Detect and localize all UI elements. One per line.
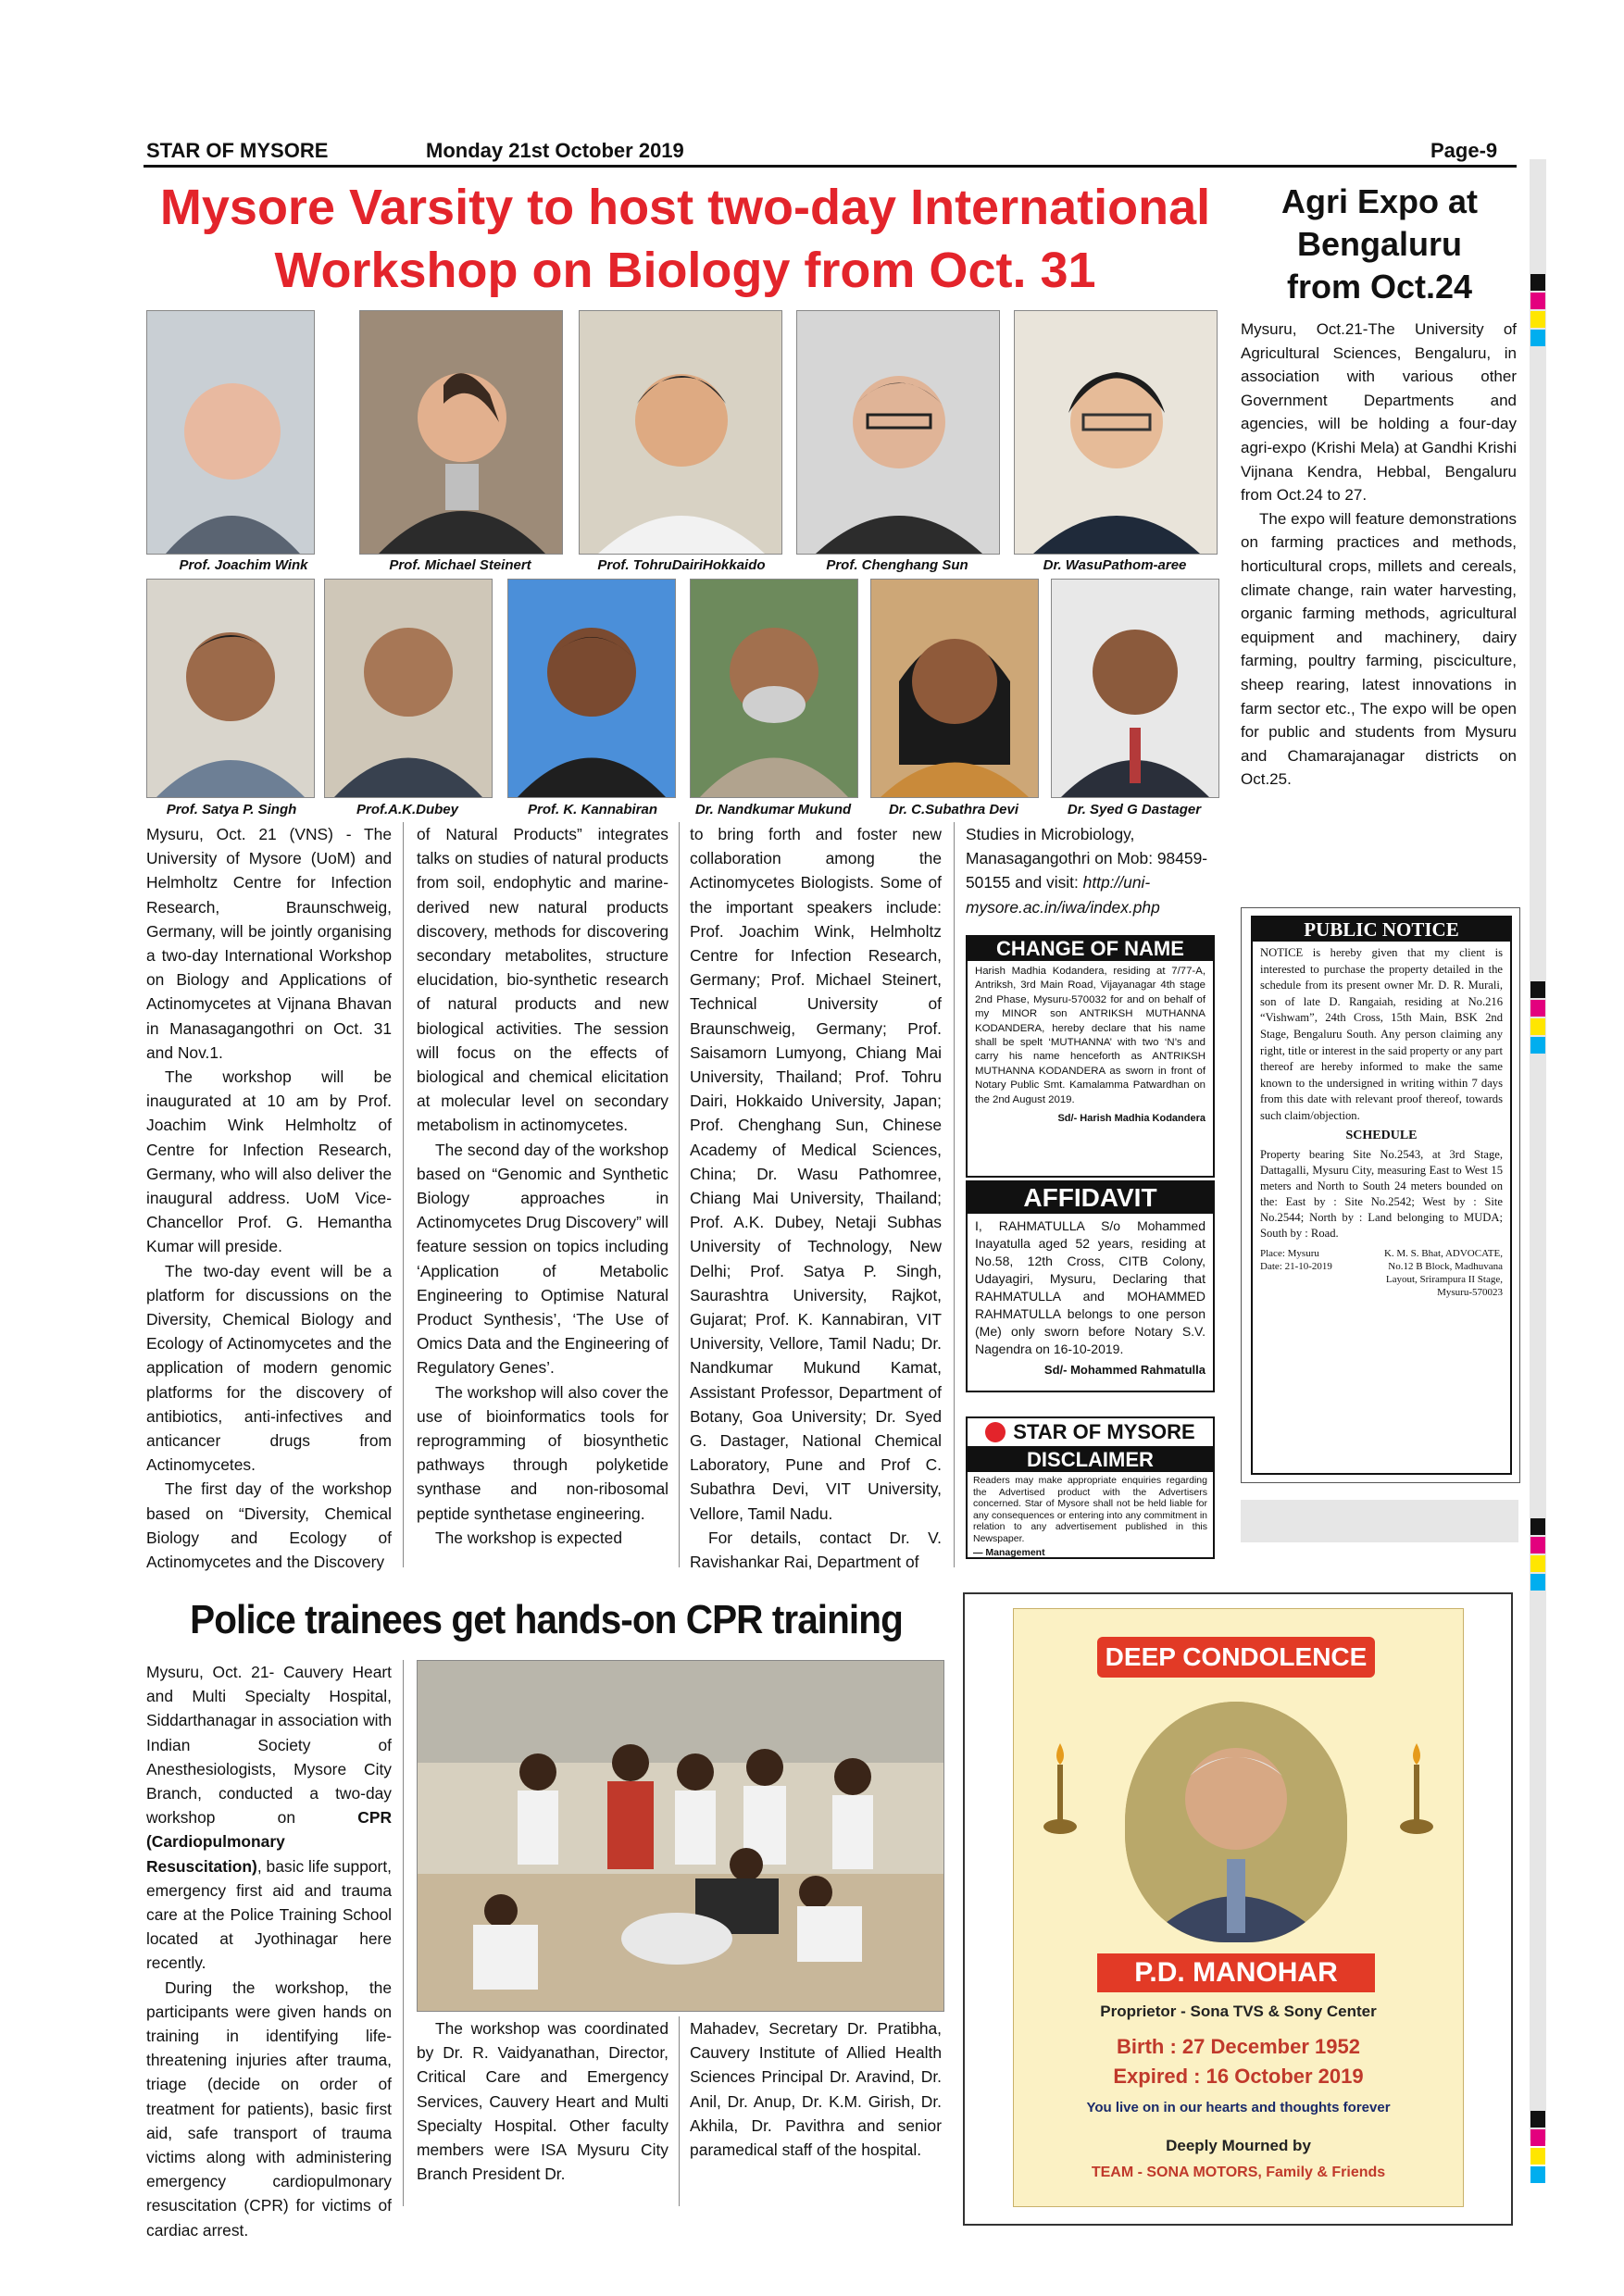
affidavit-text: I, RAHMATULLA S/o Mohammed Inayatulla aged 52 years, residing at No.58, 12th Cross, CITB Colony, Udayagiri, Mysuru, Declaring that RAHMATULLA and MOHAMMED RAHMATULLA belongs to one person (Me) only sworn before Notary S.V. Nagendra on 16-10-2019.: [975, 1218, 1206, 1356]
change-of-name-notice: [966, 935, 1215, 1178]
reg-mark-magenta: [1530, 1000, 1545, 1017]
column-divider: [403, 822, 404, 1567]
memorial-portrait: [1125, 1702, 1347, 1942]
paragraph: For details, contact Dr. V. Ravishankar Rai, Department of: [690, 1528, 942, 1572]
paragraph: Mahadev, Secretary Dr. Pratibha, Cauvery Institute of Allied Health Sciences Principal Dr. Aravind, Dr. Anil, Dr. Anup, Dr. K.M. Girish, Dr. Akhila, Dr. Pavithra and senior paramedical staff of the hospital.: [690, 2019, 942, 2160]
condolence-memory: You live on in our hearts and thoughts forever: [1086, 2100, 1391, 2115]
main-story-column-2: [417, 822, 668, 1550]
caption-wasu-pathom-aree: Dr. WasuPathom-aree: [1043, 557, 1187, 573]
column-divider: [679, 822, 680, 1567]
reg-mark-black: [1530, 2111, 1545, 2128]
police-column-1: [146, 1660, 392, 2242]
lamp-icon: [1042, 1739, 1079, 1841]
caption-ak-dubey: Prof.A.K.Dubey: [356, 802, 458, 817]
agri-expo-story: [1241, 318, 1517, 792]
place-date: [1260, 1247, 1332, 1299]
portrait-nandkumar-mukund: [690, 579, 858, 798]
paragraph: The workshop was coordinated by Dr. R. Vaidyanathan, Director, Critical Care and Emergency Services, Cauvery Heart and Multi Specialty Hospital. Other faculty members were ISA Mysuru City Branch President Dr.: [417, 2019, 668, 2184]
caption-nandkumar-mukund: Dr. Nandkumar Mukund: [694, 802, 852, 817]
disclaimer-box: [966, 1416, 1215, 1559]
paragraph: Studies in Microbiology, Manasagangothri on Mob: 98459-50155 and visit:: [966, 825, 1208, 892]
registration-strip: [1530, 159, 1546, 2140]
condolence-panel: [1013, 1608, 1464, 2207]
place: Place: Mysuru: [1260, 1247, 1319, 1259]
reg-mark-magenta: [1530, 293, 1545, 309]
caption-k-kannabiran: Prof. K. Kannabiran: [527, 802, 658, 817]
change-of-name-title: CHANGE OF NAME: [968, 937, 1213, 961]
main-story-column-1: [146, 822, 392, 1574]
reg-mark-black: [1530, 1518, 1545, 1535]
schedule-text: Property bearing Site No.2543, at 3rd Stage, Dattagalli, Mysuru City, measuring East to West 15 meters and North to South 24 meters bounded on the: East by : Site No.2542; West by : Site No.2544; North by : Land belonging to MUDA; South by : Road.: [1260, 1147, 1503, 1240]
date: Date: 21-10-2019: [1260, 1260, 1332, 1272]
caption-tohru-dairi: Prof. TohruDairiHokkaido: [597, 557, 766, 573]
portrait-syed-dastager: [1051, 579, 1219, 798]
public-notice-text: NOTICE is hereby given that my client is interested to purchase the property detailed in the schedule from its present owner Mr. D. R. Murali, son of late D. Rangaiah, residing at No.216 “Vishwam”, 24th Cross, 15th Main, BSK 2nd Stage, Bengaluru South. Any person claiming any right, title or interest in the said property or any part thereof are hereby informed to make the same known to the undersigned in writing within 7 days from this date with relevant proof thereof, towards such claim/objection.: [1260, 946, 1503, 1122]
page-number: Page-9: [1430, 139, 1498, 162]
text: Mysuru, Oct. 21- Cauvery Heart and Multi Specialty Hospital, Siddarthanagar in association with Indian Society of Anesthesiologists, Mysore City Branch, conducted a two-day workshop on: [146, 1663, 392, 1828]
workshop-link[interactable]: http://uni-mysore.ac.in/iwa/index.php: [966, 873, 1160, 917]
condolence-title: DEEP CONDOLENCE: [1097, 1637, 1375, 1678]
schedule-title: SCHEDULE: [1345, 1128, 1418, 1142]
paragraph: The workshop is expected: [435, 1528, 623, 1547]
paragraph: [146, 1660, 392, 1976]
agri-headline: [1241, 181, 1518, 308]
reg-mark-yellow: [1530, 2148, 1545, 2165]
portrait-wasu-pathom-aree: [1014, 310, 1218, 555]
reg-mark-cyan: [1530, 1574, 1545, 1591]
public-notice: [1251, 916, 1512, 1475]
reg-mark-yellow: [1530, 1555, 1545, 1572]
affidavit-title: AFFIDAVIT: [968, 1182, 1213, 1214]
text: , basic life support, emergency first aid and trauma care at the Police Training School located at Jyothinagar here recently.: [146, 1856, 392, 1973]
condolence-name: P.D. MANOHAR: [1097, 1953, 1375, 1992]
public-notice-title: PUBLIC NOTICE: [1253, 917, 1510, 942]
disclaimer-brand-bar: [968, 1418, 1213, 1448]
affidavit-signature: Sd/- Mohammed Rahmatulla: [1043, 1363, 1206, 1377]
condolence-expired: Expired : 16 October 2019: [1113, 2065, 1364, 2088]
condolence-ad: [963, 1592, 1513, 2226]
reg-mark-cyan: [1530, 1037, 1545, 1054]
portrait-ak-dubey: [324, 579, 493, 798]
reg-mark-yellow: [1530, 1018, 1545, 1035]
caption-satya-singh: Prof. Satya P. Singh: [166, 802, 297, 817]
police-headline: Police trainees get hands-on CPR training: [190, 1597, 903, 1642]
reg-mark-magenta: [1530, 1537, 1545, 1554]
paragraph: The second day of the workshop based on “Genomic and Synthetic Biology approaches in Actinomycetes Drug Discovery” will feature session on topics including ‘Application of Metabolic Engineering to Optimise Natural Product Synthesis’, ‘The Use of Omics Data and the Engineering of Regulatory Genes’.: [417, 1140, 668, 1378]
public-notice-footer: [1253, 1245, 1510, 1301]
caption-michael-steinert: Prof. Michael Steinert: [389, 557, 531, 573]
logo-icon: [985, 1422, 1006, 1442]
disclaimer-text: Readers may make appropriate enquiries regarding the Advertised product with the Advertisers concerned. Star of Mysore shall not be held liable for any consequences or entering into any commitment in relation to any advertisement published in this Newspaper.: [973, 1475, 1207, 1544]
caption-subathra-devi: Dr. C.Subathra Devi: [888, 802, 1019, 817]
paragraph: to bring forth and foster new collaboration among the Actinomycetes Biologists. Some of the important speakers include: Prof. Joachim Wink, Helmholtz Centre for Infection Research, Germany; Prof. Michael Steinert, Technical University of Braunschweig, Germany; Prof. Saisamorn Lumyong, Chiang Mai University, Thailand; Prof. Tohru Dairi, Hokkaido University, Japan; Prof. Chenghang Sun, Chinese Academy of Medical Sciences, China; Dr. Wasu Pathomree, Chiang Mai University, Thailand; Prof. A.K. Dubey, Netaji Subhas University of Technology, New Delhi; Prof. Satya P. Singh, Saurashtra University, Rajkot, Gujarat; Prof. K. Kannabiran, VIT University, Vellore, Tamil Nadu; Dr. Nandkumar Mukund Kamat, Assistant Professor, Department of Botany, Goa University; Dr. Syed G. Dastager, National Chemical Laboratory, Pune and Prof C. Subathra Devi, VIT University, Vellore, Tamil Nadu.: [690, 825, 942, 1523]
cpr-training-photo: [417, 1660, 944, 2012]
paper-name: STAR OF MYSORE: [146, 139, 329, 162]
advocate: K. M. S. Bhat, ADVOCATE, No.12 B Block, Madhuvana Layout, Srirampura II Stage, Mysuru-570023: [1383, 1247, 1503, 1298]
disclaimer-signature: — Management: [973, 1547, 1045, 1558]
condolence-birth: Birth : 27 December 1952: [1117, 2035, 1360, 2058]
reg-mark-yellow: [1530, 311, 1545, 328]
paragraph: The workshop will be inaugurated at 10 am by Prof. Joachim Wink Helmholtz of Centre for Infection Research, Germany, who will also deliver the inaugural address. UoM Vice-Chancellor Prof. G. Hemantha Kumar will preside.: [146, 1067, 392, 1256]
reg-mark-black: [1530, 981, 1545, 998]
reg-mark-magenta: [1530, 2129, 1545, 2146]
portrait-satya-singh: [146, 579, 315, 798]
change-of-name-signature: Sd/- Harish Madhia Kodandera: [1057, 1113, 1206, 1125]
paragraph: Mysuru, Oct. 21 (VNS) - The University of Mysore (UoM) and Helmholtz Centre for Infection Research, Braunschweig, Germany, will be jointly organising a two-day International Workshop on Biology and Applications of Actinomycetes at Vijnana Bhavan in Manasagangothri on Oct. 31 and Nov.1.: [146, 825, 392, 1062]
paragraph: The workshop will also cover the use of bioinformatics tools for reprogramming of biosynthetic pathways through polyketide synthase and non-ribosomal peptide synthetase engineering.: [417, 1382, 668, 1523]
police-column-3: [690, 2016, 942, 2162]
portrait-michael-steinert: [359, 310, 563, 555]
paragraph: Mysuru, Oct.21-The University of Agricultural Sciences, Bengaluru, in association with various other Government Departments and agencies, will be holding a four-day agri-expo (Krishi Mela) at Gandhi Krishi Vijnana Kendra, Hebbal, Bengaluru from Oct.24 to 27.: [1241, 320, 1517, 505]
caption-syed-dastager: Dr. Syed G Dastager: [1067, 802, 1202, 817]
paragraph: of Natural Products” integrates talks on studies of natural products from soil, endophytic and marine-derived new natural products discovery, methods for discovering secondary metabolites, structure elucidation, bio-synthetic research of natural products and new biological activities. The session will focus on the effects of biological and chemical elicitation at molecular level on secondary metabolism in actinomycetes.: [417, 825, 668, 1135]
disclaimer-title: DISCLAIMER: [968, 1448, 1213, 1472]
header-rule: [144, 165, 1517, 168]
reg-mark-cyan: [1530, 330, 1545, 346]
portrait-chenghang-sun: [796, 310, 1000, 555]
main-headline-line1: Mysore Varsity to host two-day International: [159, 180, 1211, 235]
cpr-term: CPR (Cardiopulmonary Resuscitation): [146, 1808, 392, 1876]
portrait-tohru-dairi: [579, 310, 782, 555]
lamp-icon: [1398, 1739, 1435, 1841]
disclaimer-brand: STAR OF MYSORE: [1013, 1420, 1195, 1443]
column-divider: [403, 1660, 404, 2206]
portrait-subathra-devi: [870, 579, 1039, 798]
main-story-column-4: [966, 822, 1214, 919]
paragraph: The two-day event will be a platform for discussions on the Diversity, Chemical Biology and Ecology of Actinomycetes and the application of modern genomic platforms for the discovery of antibiotics, anti-infectives and anticancer drugs from Actinomycetes.: [146, 1261, 392, 1475]
column-divider: [679, 2016, 680, 2206]
issue-date: Monday 21st October 2019: [426, 139, 684, 162]
agri-headline-line3: from Oct.24: [1286, 268, 1473, 306]
reg-mark-black: [1530, 274, 1545, 291]
condolence-by: TEAM - SONA MOTORS, Family & Friends: [1091, 2165, 1386, 2180]
grey-bar: [1241, 1500, 1518, 1542]
caption-joachim-wink: Prof. Joachim Wink: [179, 557, 308, 573]
caption-chenghang-sun: Prof. Chenghang Sun: [826, 557, 968, 573]
main-headline-line2: Workshop on Biology from Oct. 31: [274, 243, 1096, 298]
portrait-k-kannabiran: [507, 579, 676, 798]
condolence-role: Proprietor - Sona TVS & Sony Center: [1100, 2003, 1377, 2020]
condolence-mourned: Deeply Mourned by: [1166, 2137, 1311, 2154]
public-notice-frame: [1241, 907, 1520, 1483]
column-divider: [954, 822, 955, 1567]
agri-headline-line1: Agri Expo at: [1280, 182, 1479, 220]
reg-mark-cyan: [1530, 2166, 1545, 2183]
agri-headline-line2: Bengaluru: [1296, 225, 1462, 263]
affidavit-notice: [966, 1180, 1215, 1392]
portrait-joachim-wink: [146, 310, 315, 555]
paragraph: During the workshop, the participants were given hands on training in identifying life-threatening injuries after trauma, triage (decide on order of treatment for patients), basic first aid, safe transport of trauma victims along with administering emergency cardiopulmonary resuscitation (CPR) for victims of cardiac arrest.: [146, 1978, 392, 2240]
paragraph: The first day of the workshop based on “Diversity, Chemical Biology and Ecology of Actinomycetes and the Discovery: [146, 1479, 392, 1572]
paragraph: The expo will feature demonstrations on farming practices and methods, horticultural crops, millets and cereals, climate change, rain water harvesting, organic farming methods, agricultural equipment and machinery, dairy farming, poultry farming, pisciculture, sheep rearing, latest innovations in farm sector etc., The expo will be open for public and students from Mysuru and Chamarajanagar districts on Oct.25.: [1241, 509, 1517, 789]
main-story-column-3: [690, 822, 942, 1574]
police-column-2: [417, 2016, 668, 2186]
main-headline: [139, 176, 1231, 302]
change-of-name-text: Harish Madhia Kodandera, residing at 7/77-A, Antriksh, 3rd Main Road, Vijayanagar 4th stage 2nd Phase, Mysuru-570032 for and on behalf of my MINOR son ANTRIKSH MUTHANNA KODANDERA, hereby declare that his name shall be spelt ‘MUTHANNA’ with two ‘N’s and carry his name henceforth as ANTRIKSH MUTHANNA KODANDERA as sworn in front of Notary Public Smt. Kamalamma Patwardhan on the 2nd August 2019.: [975, 966, 1206, 1105]
